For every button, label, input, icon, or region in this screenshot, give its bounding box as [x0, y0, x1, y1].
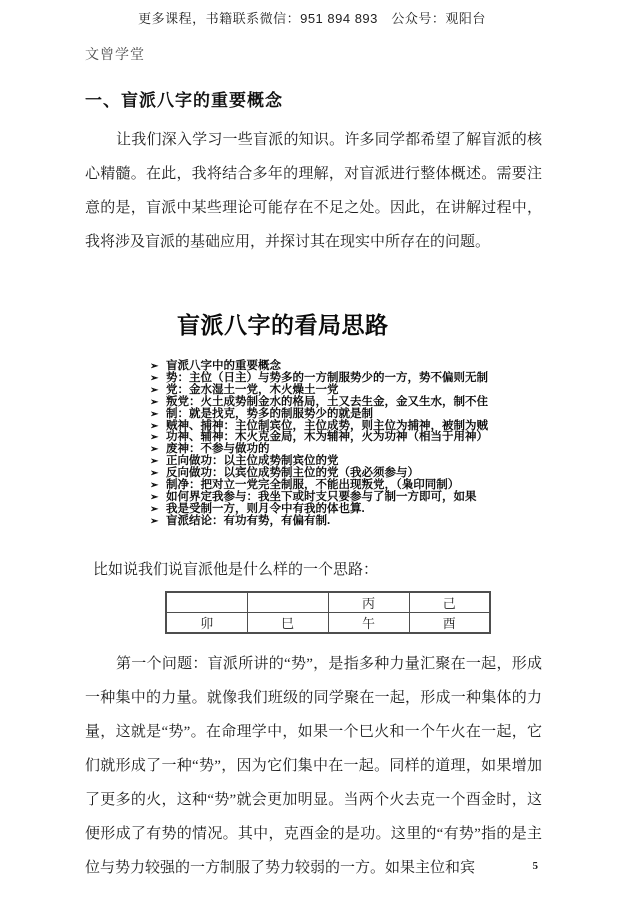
slide-bullet-text: 贼神、捕神：主位制宾位，主位成势，则主位为捕神，被制为贼	[166, 419, 488, 432]
arrow-bullet-icon: ➢	[150, 408, 159, 420]
bazi-chart-cell: 己	[409, 592, 490, 613]
arrow-bullet-icon: ➢	[150, 384, 159, 396]
slide-bullet-text: 废神：不参与做功的	[166, 443, 270, 456]
slide-bullet-text: 党：金水湿土一党，木火燥土一党	[166, 383, 339, 396]
slide-bullet-text: 制净：把对立一党完全制服，不能出现叛党，（枭印同制）	[166, 479, 460, 492]
slide-bullet-text: 盲派八字中的重要概念	[166, 360, 281, 372]
slide-bullet-list	[150, 361, 500, 528]
section-heading: 一、盲派八字的重要概念	[85, 91, 283, 110]
arrow-bullet-icon: ➢	[150, 491, 159, 503]
brand-label: 文曾学堂	[85, 48, 145, 63]
bazi-chart-cell: 午	[328, 612, 409, 633]
bazi-chart-cell: 酉	[409, 612, 490, 633]
bazi-chart-row	[166, 592, 490, 613]
slide-bullet-text: 势：主位（日主）与势多的一方制服势少的一方，势不偏则无制	[166, 371, 488, 384]
slide-bullet-item	[150, 516, 500, 528]
bazi-chart-cell	[247, 592, 328, 613]
arrow-bullet-icon: ➢	[150, 456, 159, 468]
embedded-slide	[150, 307, 500, 528]
bazi-chart-cell	[166, 592, 247, 613]
slide-bullet-text: 叛党：火土成势制金水的格局，土又去生金，金又生水，制不住	[166, 395, 488, 408]
slide-bullet-text: 功神、辅神：木火克金局，木为辅神，火为功神（相当于用神）	[166, 431, 488, 444]
arrow-bullet-icon: ➢	[150, 480, 159, 492]
example-lead-in: 比如说我们说盲派他是什么样的一个思路：	[93, 561, 379, 578]
arrow-bullet-icon: ➢	[150, 432, 159, 444]
slide-bullet-text: 制：就是找克，势多的制服势少的就是制	[166, 407, 373, 420]
arrow-bullet-icon: ➢	[150, 444, 159, 456]
bazi-chart-body	[166, 592, 490, 633]
arrow-bullet-icon: ➢	[150, 420, 159, 432]
slide-bullet-item	[150, 504, 500, 516]
arrow-bullet-icon: ➢	[150, 515, 159, 527]
bazi-chart-table	[165, 591, 491, 634]
bazi-chart-row	[166, 612, 490, 633]
slide-bullet-item	[150, 397, 500, 409]
header-contact-note: 更多课程，书籍联系微信：951 894 893 公众号：观阳台	[138, 11, 486, 26]
intro-paragraph: 让我们深入学习一些盲派的知识。许多同学都希望了解盲派的核心精髓。在此，我将结合多年的理解，对盲派进行整体概述。需要注意的是，盲派中某些理论可能存在不足之处。因此，在讲解过程中，我将涉及盲派的基础应用，并探讨其在现实中所存在的问题。	[85, 132, 542, 250]
arrow-bullet-icon: ➢	[150, 372, 159, 384]
arrow-bullet-icon: ➢	[150, 468, 159, 480]
arrow-bullet-icon: ➢	[150, 361, 159, 372]
bazi-chart-cell: 丙	[328, 592, 409, 613]
bazi-chart-cell: 巳	[247, 612, 328, 633]
slide-bullet-text: 盲派结论：有功有势，有偏有制.	[166, 514, 331, 527]
slide-bullet-text: 如何界定我参与：我坐下或时支只要参与了制一方即可，如果	[166, 490, 477, 503]
slide-bullet-text: 正向做功：以主位成势制宾位的党	[166, 455, 339, 468]
slide-bullet-text: 反向做功：以宾位成势制主位的党（我必须参与）	[166, 467, 419, 480]
slide-title: 盲派八字的看局思路	[177, 312, 389, 338]
arrow-bullet-icon: ➢	[150, 503, 159, 515]
slide-bullet-item	[150, 409, 500, 421]
page-number: 5	[532, 860, 538, 872]
bazi-chart-cell: 卯	[166, 612, 247, 633]
arrow-bullet-icon: ➢	[150, 396, 159, 408]
discussion-paragraph: 第一个问题：盲派所讲的“势”，是指多种力量汇聚在一起，形成一种集中的力量。就像我们班级的同学聚在一起，形成一种集体的力量，这就是“势”。在命理学中，如果一个巳火和一个午火在一起，它们就形成了一种“势”，因为它们集中在一起。同样的道理，如果增加了更多的火，这种“势”就会更加明显。当两个火去克一个酉金时，这便形成了有势的情况。其中，克酉金的是功。这里的“有势”指的是主位与势力较强的一方制服了势力较弱的一方。如果主位和宾	[85, 655, 542, 876]
slide-bullet-item	[150, 385, 500, 397]
slide-bullet-text: 我是受制一方，则月令中有我的体也算.	[166, 502, 365, 515]
